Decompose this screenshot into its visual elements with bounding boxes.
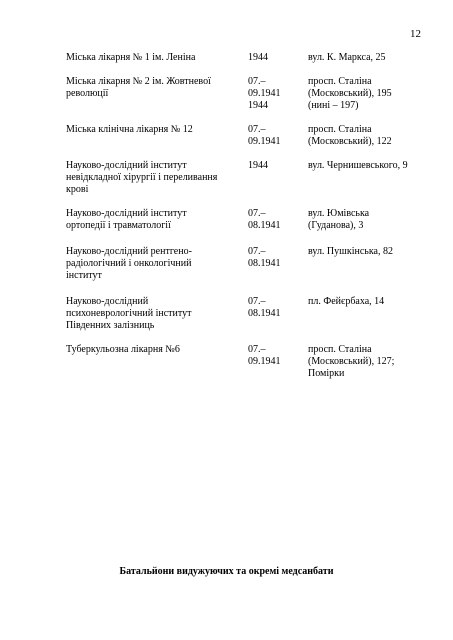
institution-name — [66, 208, 232, 232]
institution-address — [308, 124, 426, 148]
institution-name-line: радіологічний і онкологічний — [66, 258, 192, 269]
operation-period-line: 07.– — [248, 76, 266, 87]
institution-name-line: ортопедії і травматології — [66, 220, 171, 231]
institution-address-line: вул. Пушкінська, 82 — [308, 246, 393, 257]
operation-period — [248, 246, 298, 270]
institution-name — [66, 124, 232, 136]
operation-period-line: 08.1941 — [248, 220, 281, 231]
institution-address-line: просп. Сталіна — [308, 124, 372, 135]
institution-address — [308, 52, 426, 64]
operation-period-line: 08.1941 — [248, 308, 281, 319]
institution-name-line: Міська лікарня № 1 ім. Леніна — [66, 52, 196, 63]
institution-name-line: Науково-дослідний інститут — [66, 208, 187, 219]
institution-address-line: (Московський), 122 — [308, 136, 392, 147]
institution-address-line: просп. Сталіна — [308, 344, 372, 355]
operation-period-line: 07.– — [248, 296, 266, 307]
institution-address-line: вул. Чернишевського, 9 — [308, 160, 408, 171]
institution-name — [66, 344, 232, 356]
operation-period-line: 09.1941 — [248, 136, 281, 147]
institution-name-line: Науково-дослідний рентгено- — [66, 246, 192, 257]
institution-address — [308, 160, 426, 172]
institution-name-line: психоневрологічний інститут — [66, 308, 192, 319]
institution-name-line: Науково-дослідний інститут — [66, 160, 187, 171]
institution-address-line: пл. Фейєрбаха, 14 — [308, 296, 385, 307]
operation-period — [248, 296, 298, 320]
institution-address — [308, 296, 426, 308]
operation-period-line: 09.1941 — [248, 88, 281, 99]
institution-name — [66, 76, 232, 100]
operation-period-line: 07.– — [248, 246, 266, 257]
institution-name-line: невідкладної хірургії і переливання — [66, 172, 218, 183]
institution-address-line: Помірки — [308, 368, 345, 379]
institution-name-line: Науково-дослідний — [66, 296, 149, 307]
operation-period-line: 07.– — [248, 124, 266, 135]
institution-name — [66, 160, 232, 196]
institution-address-line: вул. Юмівська — [308, 208, 370, 219]
institution-address — [308, 208, 426, 232]
operation-period — [248, 76, 298, 112]
operation-period-line: 07.– — [248, 208, 266, 219]
institution-address-line: (Московський), 127; — [308, 356, 395, 367]
operation-period-line: 07.– — [248, 344, 266, 355]
institution-name-line: Південних залізниць — [66, 320, 155, 331]
institution-name — [66, 52, 232, 64]
institution-address-line: (Московський), 195 — [308, 88, 392, 99]
institution-address — [308, 344, 426, 380]
institution-name — [66, 246, 232, 282]
operation-period-line: 1944 — [248, 52, 268, 63]
operation-period-line: 1944 — [248, 100, 268, 111]
operation-period — [248, 344, 298, 368]
section-heading: Батальйони видужуючих та окремі медсанбати — [119, 566, 334, 577]
operation-period — [248, 208, 298, 232]
institution-name-line: революції — [66, 88, 109, 99]
institution-name — [66, 296, 232, 332]
institution-name-line: Міська лікарня № 2 ім. Жовтневої — [66, 76, 211, 87]
institution-name-line: Міська клінічна лікарня № 12 — [66, 124, 193, 135]
institution-address-line: просп. Сталіна — [308, 76, 372, 87]
operation-period-line: 08.1941 — [248, 258, 281, 269]
institution-name-line: Туберкульозна лікарня №6 — [66, 344, 180, 355]
institution-name-line: інститут — [66, 270, 102, 281]
page-number: 12 — [410, 28, 421, 40]
institution-address — [308, 76, 426, 112]
operation-period — [248, 52, 298, 64]
institution-address — [308, 246, 426, 258]
institution-address-line: (нині – 197) — [308, 100, 359, 111]
operation-period-line: 09.1941 — [248, 356, 281, 367]
operation-period — [248, 160, 298, 172]
operation-period-line: 1944 — [248, 160, 268, 171]
operation-period — [248, 124, 298, 148]
institution-address-line: (Гуданова), 3 — [308, 220, 364, 231]
institution-name-line: крові — [66, 184, 89, 195]
institution-address-line: вул. К. Маркса, 25 — [308, 52, 386, 63]
